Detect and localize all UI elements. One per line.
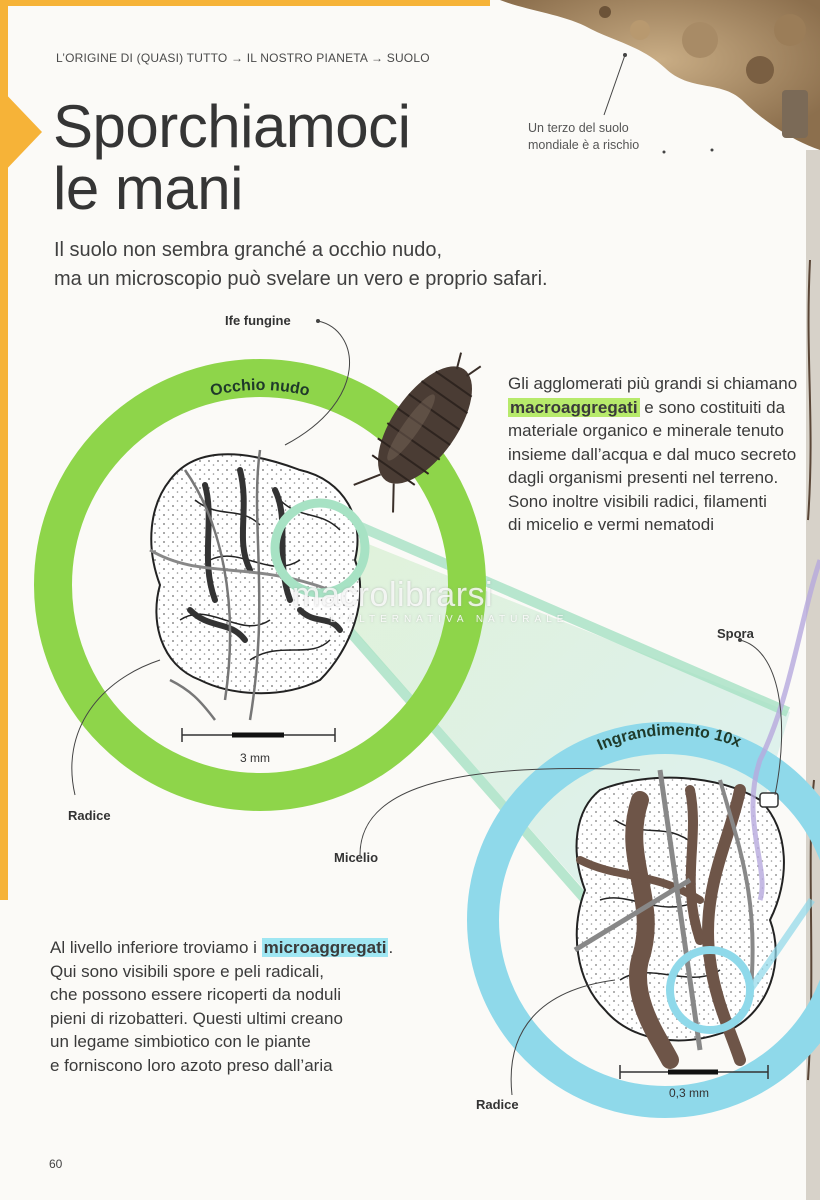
watermark-subtext: L'ALTERNATIVA NATURALE	[330, 614, 569, 625]
soil-caption-line-1: Un terzo del suolo	[528, 121, 629, 135]
macroaggregati-highlight: macroaggregati	[510, 397, 638, 417]
label-ife-fungine: Ife fungine	[225, 313, 291, 328]
macro-line-6: Sono inoltre visibili radici, filamenti	[508, 491, 767, 511]
micro-line-1-end: .	[388, 938, 394, 957]
macro-line-2-rest: e sono costituiti da	[639, 397, 786, 417]
page-title	[53, 93, 411, 222]
label-radice-left: Radice	[68, 808, 111, 823]
naked-eye-title: Occhio nudo	[208, 376, 312, 400]
macro-line-1: Gli agglomerati più grandi si chiamano	[508, 374, 798, 393]
scale-bar-left	[182, 728, 335, 742]
title-line-2: le mani	[53, 155, 243, 222]
micro-line-1	[50, 936, 450, 960]
lead-line-2: ma un microscopio può svelare un vero e proprio safari.	[54, 268, 548, 290]
lead-paragraph	[54, 236, 548, 294]
soil-caption-line-2: mondiale è a rischio	[528, 138, 640, 152]
micro-line-6: e forniscono loro azoto preso dall’aria	[50, 1055, 333, 1075]
label-micelio: Micelio	[334, 850, 379, 865]
scale-label-left: 3 mm	[240, 751, 270, 765]
macro-line-5: dagli organismi presenti nel terreno.	[508, 468, 779, 487]
scale-label-right: 0,3 mm	[669, 1086, 710, 1100]
page-number: 60	[49, 1157, 63, 1171]
micro-line-1-start: Al livello inferiore troviamo i	[50, 938, 262, 957]
macro-line-4: insieme dall’acqua e dal muco secreto	[508, 444, 797, 464]
title-line-1: Sporchiamoci	[53, 93, 411, 160]
micro-line-4: pieni di rizobatteri. Questi ultimi creano	[50, 1008, 343, 1028]
micro-line-5: un legame simbiotico con le piante	[50, 1032, 311, 1051]
macro-line-7: di micelio e vermi nematodi	[508, 515, 714, 534]
magnified-title: Ingrandimento 10x	[594, 721, 744, 755]
soil-photo-caption	[528, 120, 639, 154]
watermark-text: macrolibrarsi	[292, 576, 494, 614]
lead-line-1: Il suolo non sembra granché a occhio nudo,	[54, 239, 443, 261]
label-radice-right: Radice	[476, 1097, 519, 1112]
macro-line-2	[508, 396, 818, 420]
micro-line-2: Qui sono visibili spore e peli radicali,	[50, 961, 325, 981]
breadcrumb: L’ORIGINE DI (QUASI) TUTTO → IL NOSTRO PIANETA → SUOLO	[56, 51, 430, 65]
microaggregati-highlight: microaggregati	[263, 938, 387, 957]
microaggregates-paragraph	[50, 936, 450, 1077]
label-spora: Spora	[717, 626, 754, 641]
macro-line-3: materiale organico e minerale tenuto	[508, 421, 784, 440]
micro-line-3: che possono essere ricoperti da noduli	[50, 985, 342, 1004]
macroaggregates-paragraph	[508, 372, 818, 537]
